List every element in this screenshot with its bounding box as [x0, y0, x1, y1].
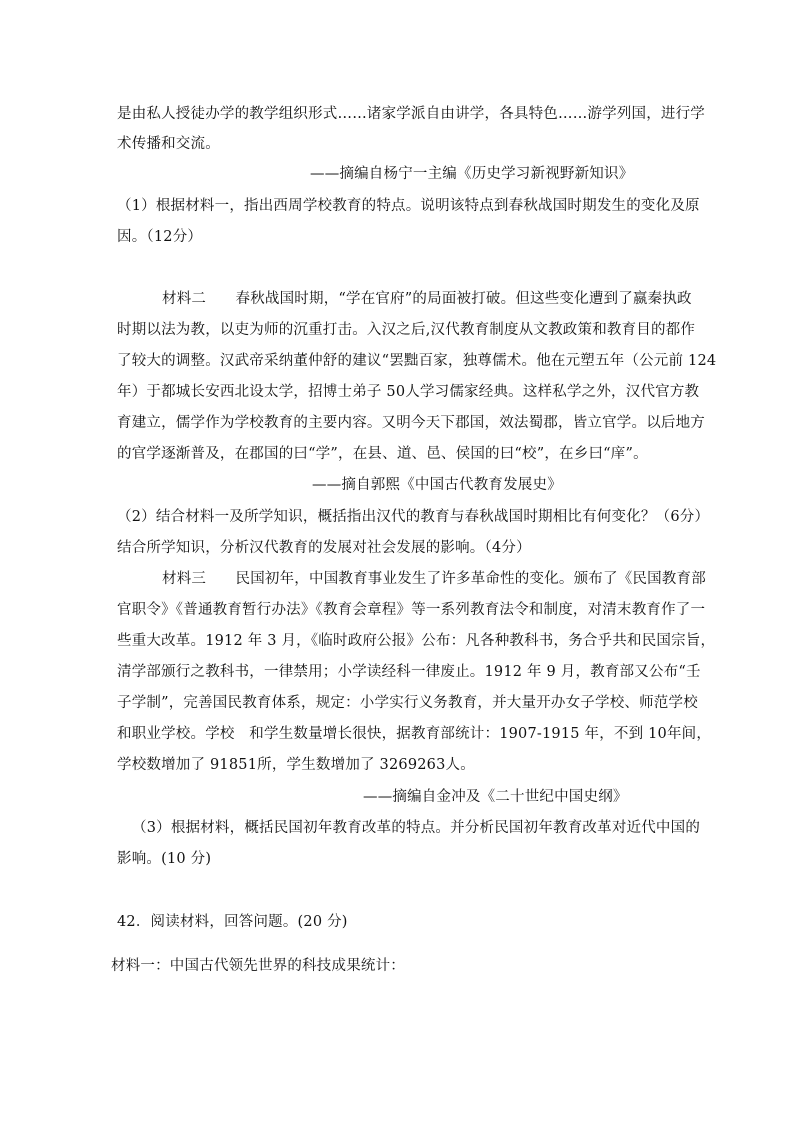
text-line: 是由私人授徒办学的教学组织形式……诸家学派自由讲学，各具特色……游学列国，进行学	[117, 106, 705, 122]
question-line: 因。（12分）	[117, 229, 203, 245]
question-line: 影响。(10 分)	[117, 851, 212, 867]
question-heading: 42．阅读材料，回答问题。(20 分)	[117, 914, 348, 930]
source-citation: ——摘编自金冲及《二十世纪中国史纲》	[363, 789, 628, 805]
text-line: 学校数增加了 91851所，学生数增加了 3269263人。	[117, 757, 475, 773]
text-line: 官职令》《普通教育暂行办法》《教育会章程》等一系列教育法令和制度，对清末教育作了一	[117, 602, 706, 618]
text-line: 年）于都城长安西北设太学，招博士弟子 50人学习儒家经典。这样私学之外，汉代官方教	[117, 384, 700, 400]
text-line: 清学部颁行之教科书，一律禁用；小学读经科一律废止。1912 年 9 月，教育部又公布“壬	[117, 664, 701, 680]
source-citation: ——摘自郭熙《中国古代教育发展史》	[312, 477, 562, 493]
text-line: 些重大改革。1912 年 3 月，《临时政府公报》公布：凡各种教科书，务合乎共和民国宗旨，	[117, 633, 716, 649]
text-line: 育建立，儒学作为学校教育的主要内容。又明今天下郡国，效法蜀郡，皆立官学。以后地方	[117, 415, 705, 431]
source-citation: ——摘编自杨宁一主编《历史学习新视野新知识》	[310, 166, 634, 182]
text-line: 和职业学校。学校 和学生数量增长很快，据教育部统计：1907-1915 年，不到 10年间，	[117, 726, 712, 742]
question-line: （2）结合材料一及所学知识，概括指出汉代的教育与春秋战国时期相比有何变化？（6分）	[117, 509, 710, 525]
text-line: 时期以法为教，以吏为师的沉重打击。入汉之后,汉代教育制度从文教政策和教育目的都作	[117, 322, 696, 338]
material-heading-line: 材料二 春秋战国时期，“学在官府”的局面被打破。但这些变化遭到了嬴秦执政	[162, 291, 692, 307]
text-line: 的官学逐渐普及，在郡国的曰“学”，在县、道、邑、侯国的曰“校”，在乡曰“庠”。	[117, 446, 648, 462]
question-line: （1）根据材料一，指出西周学校教育的特点。说明该特点到春秋战国时期发生的变化及原	[117, 198, 700, 214]
material-heading-line: 材料三 民国初年，中国教育事业发生了许多革命性的变化。颁布了《民国教育部	[162, 571, 706, 587]
question-line: 结合所学知识，分析汉代教育的发展对社会发展的影响。（4分）	[117, 540, 531, 556]
text-line: 了较大的调整。汉武帝采纳董仲舒的建议“罢黜百家，独尊儒术。他在元塑五年（公元前 124	[117, 353, 717, 369]
material-heading-line: 材料一：中国古代领先世界的科技成果统计：	[111, 958, 405, 974]
text-line: 术传播和交流。	[117, 136, 220, 152]
text-line: 子学制”，完善国民教育体系，规定：小学实行义务教育，并大量开办女子学校、师范学校	[117, 695, 698, 711]
question-line: （3）根据材料，概括民国初年教育改革的特点。并分析民国初年教育改革对近代中国的	[132, 820, 701, 836]
